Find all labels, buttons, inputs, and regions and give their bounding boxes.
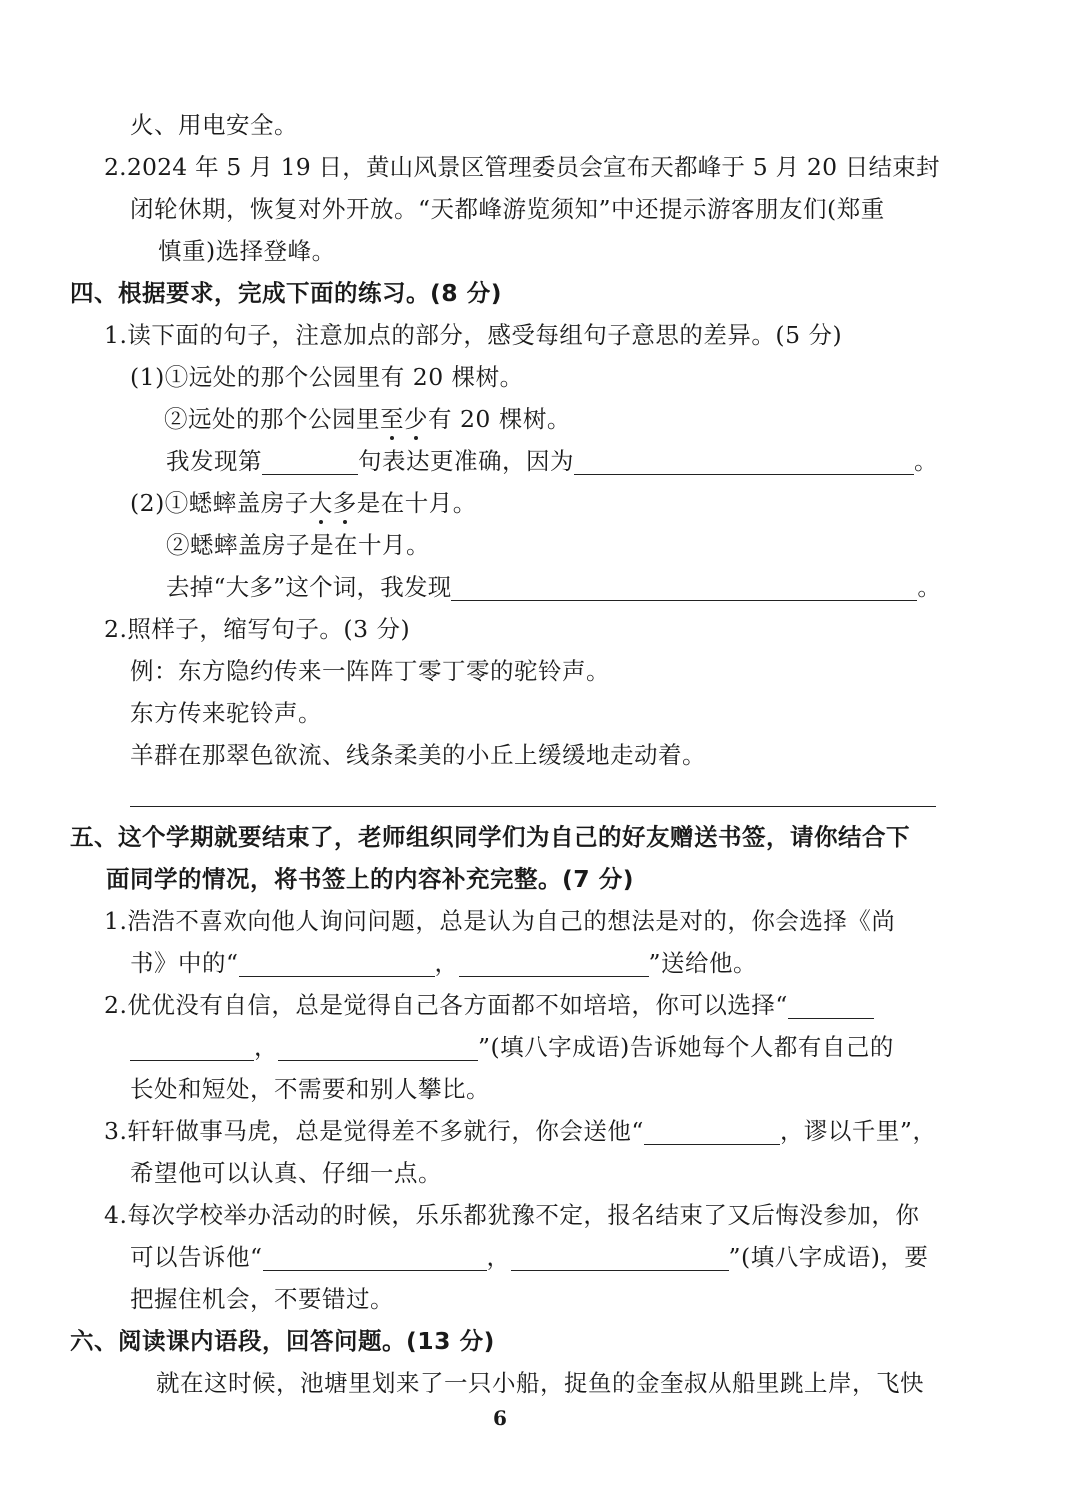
sec5-q2-line-3: 长处和短处，不需要和别人攀比。 — [130, 1075, 490, 1103]
sec3-q2-line-2: 闭轮休期，恢复对外开放。“天都峰游览须知”中还提示游客朋友们(郑重 — [130, 195, 885, 223]
answer-blank[interactable] — [511, 1248, 729, 1271]
end-mark: 。 — [914, 447, 938, 475]
sec4-q1: 1.读下面的句子，注意加点的部分，感受每组句子意思的差异。(5 分) — [104, 321, 843, 349]
sec5-q1-line-1: 1.浩浩不喜欢向他人询问问题，总是认为自己的想法是对的，你会选择《尚 — [104, 907, 896, 935]
prompt-text: ”(填八字成语)，要 — [728, 1243, 929, 1271]
answer-blank[interactable] — [644, 1122, 780, 1145]
prompt-text: 句表达更准确，因为 — [358, 447, 574, 475]
sec4-g1-answer-line — [166, 446, 938, 476]
prompt-text: ”送给他。 — [648, 949, 758, 977]
sec4-g2-answer-line — [166, 572, 941, 602]
sec3-q2-line-1: 2.2024 年 5 月 19 日，黄山风景区管理委员会宣布天都峰于 5 月 20 日结束封 — [104, 153, 940, 181]
sec5-q1-line-2 — [130, 948, 757, 978]
sentence-text: (2)①蟋蟀盖房子 — [130, 489, 309, 517]
emphasis-dot-char: 至 — [380, 405, 404, 433]
sec6-title: 六、阅读课内语段，回答问题。(13 分) — [70, 1327, 495, 1355]
sec4-g2-sentence-b: ②蟋蟀盖房子是在十月。 — [166, 531, 430, 559]
answer-blank[interactable] — [239, 954, 435, 977]
prompt-text: ，谬以千里”， — [779, 1117, 937, 1145]
end-mark: 。 — [917, 573, 942, 601]
comma: ， — [486, 1243, 511, 1271]
answer-blank[interactable] — [459, 954, 649, 977]
sec4-g1-sentence-b — [164, 404, 571, 434]
sentence-text: ②远处的那个公园里 — [164, 405, 380, 433]
answer-blank[interactable] — [278, 1038, 478, 1061]
prompt-text: 2.优优没有自信，总是觉得自己各方面都不如培培，你可以选择“ — [104, 991, 788, 1019]
sec4-g2-sentence-a — [130, 488, 477, 518]
sec4-q2: 2.照样子，缩写句子。(3 分) — [104, 615, 411, 643]
emphasis-dot-char: 多 — [332, 489, 357, 517]
comma: ， — [434, 949, 459, 977]
page-number: 6 — [493, 1406, 507, 1430]
sec5-q3-line-2: 希望他可以认真、仔细一点。 — [130, 1159, 442, 1187]
emphasis-dot-char: 大 — [308, 489, 333, 517]
sec4-g1-sentence-a: (1)①远处的那个公园里有 20 棵树。 — [130, 363, 524, 391]
sec3-line-1: 火、用电安全。 — [130, 111, 298, 139]
sec5-q3-line-1 — [104, 1116, 936, 1146]
sec5-q2-line-1 — [104, 990, 874, 1020]
prompt-text: 去掉“大多”这个词，我发现 — [166, 573, 452, 601]
answer-blank[interactable] — [130, 1038, 254, 1061]
sec3-q2-line-3: 慎重)选择登峰。 — [158, 237, 336, 265]
sec4-title: 四、根据要求，完成下面的练习。(8 分) — [70, 279, 503, 307]
sentence-text: 是在十月。 — [356, 489, 477, 517]
sec4-example-1: 例：东方隐约传来一阵阵丁零丁零的驼铃声。 — [130, 657, 610, 685]
answer-line[interactable] — [130, 806, 936, 807]
sec5-q2-line-2 — [130, 1032, 894, 1062]
sec5-q4-line-2 — [130, 1242, 928, 1272]
sec5-q4-line-1: 4.每次学校举办活动的时候，乐乐都犹豫不定，报名结束了又后悔没参加，你 — [104, 1201, 920, 1229]
sec5-title-line-2: 面同学的情况，将书签上的内容补充完整。(7 分) — [106, 865, 635, 893]
prompt-text: 3.轩轩做事马虎，总是觉得差不多就行，你会送他“ — [104, 1117, 644, 1145]
emphasis-dot-char: 少 — [404, 405, 428, 433]
prompt-text: ”(填八字成语)告诉她每个人都有自己的 — [478, 1033, 894, 1061]
prompt-text: 我发现第 — [166, 447, 262, 475]
comma: ， — [254, 1033, 278, 1061]
prompt-text: 可以告诉他“ — [130, 1243, 263, 1271]
sec6-passage-line-1: 就在这时候，池塘里划来了一只小船，捉鱼的金奎叔从船里跳上岸，飞快 — [156, 1369, 924, 1397]
sec5-q4-line-3: 把握住机会，不要错过。 — [130, 1285, 394, 1313]
sec4-task-sentence: 羊群在那翠色欲流、线条柔美的小丘上缓缓地走动着。 — [130, 741, 706, 769]
answer-blank[interactable] — [574, 452, 914, 475]
answer-blank[interactable] — [451, 578, 917, 601]
prompt-text: 书》中的“ — [130, 949, 239, 977]
answer-blank[interactable] — [788, 996, 874, 1019]
answer-blank[interactable] — [262, 452, 358, 475]
sentence-text: 有 20 棵树。 — [428, 405, 571, 433]
sec5-title-line-1: 五、这个学期就要结束了，老师组织同学们为自己的好友赠送书签，请你结合下 — [70, 823, 910, 851]
answer-blank[interactable] — [263, 1248, 487, 1271]
sec4-example-2: 东方传来驼铃声。 — [130, 699, 322, 727]
